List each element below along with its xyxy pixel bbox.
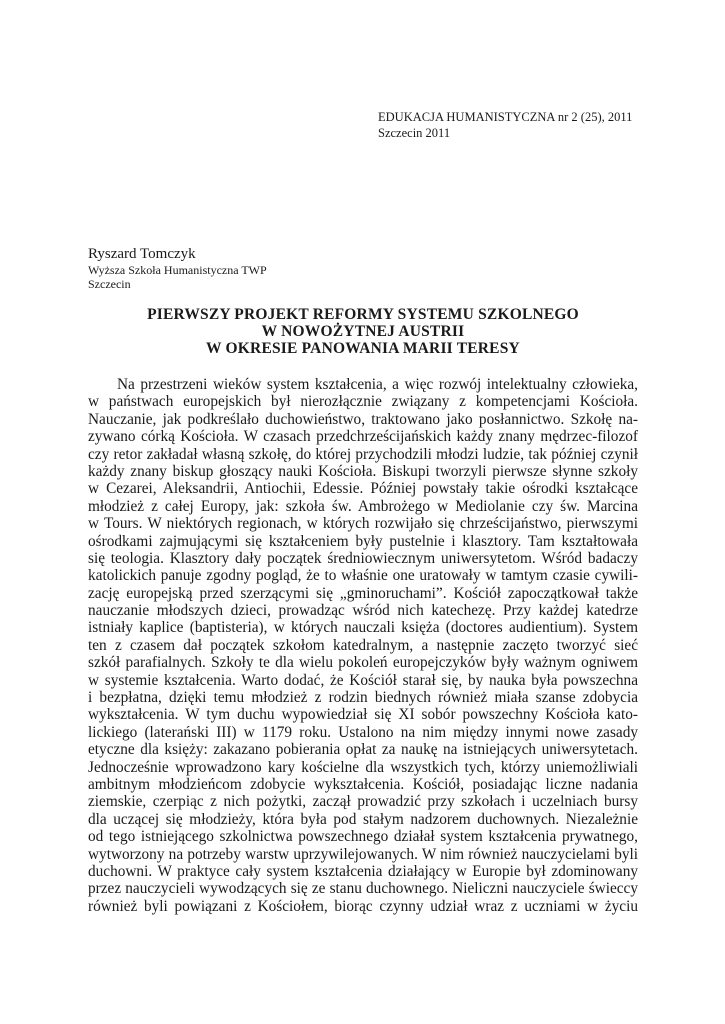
body-line: w Tours. W niektórych regionach, w których rozwijało się chrześcijaństwo, pierwszymi bbox=[88, 515, 638, 533]
body-line: w Cezarei, Aleksandrii, Antiochii, Edessie. Później powstały takie ośrodki kształcące bbox=[88, 480, 638, 498]
journal-place-year: Szczecin 2011 bbox=[378, 126, 451, 140]
body-line: wykształcenia. W tym duchu wypowiedział się XI sobór powszechny Kościoła kato- bbox=[88, 706, 638, 724]
body-line: w państwach europejskich był nierozłącznie związany z kompetencjami Kościoła. bbox=[88, 393, 638, 411]
body-line: młodzież z całej Europy, jak: szkoła św. Ambrożego w Mediolanie czy św. Marcina bbox=[88, 497, 638, 515]
body-line: ten z czasem dał początek szkołom katedralnym, a następnie zaczęto tworzyć sieć bbox=[88, 636, 638, 654]
journal-issue: EDUKACJA HUMANISTYCZNA nr 2 (25), 2011 bbox=[378, 110, 633, 124]
body-line: szkół parafialnych. Szkoły te dla wielu pokoleń europejczyków były ważnym ogniwem bbox=[88, 654, 638, 672]
body-line: od tego istniejącego szkolnictwa powszechnego działał system kształcenia prywatnego, bbox=[88, 828, 638, 846]
title-line: W NOWOŻYTNEJ AUSTRII bbox=[261, 323, 465, 340]
article-body bbox=[88, 376, 638, 915]
author-city: Szczecin bbox=[88, 277, 131, 291]
body-line: i bezpłatna, dzięki temu młodzież z rodzin biednych również miała szanse zdobycia bbox=[88, 689, 638, 707]
body-line: przez nauczycieli wywodzących się ze stanu duchownego. Nieliczni nauczyciele świeccy bbox=[88, 880, 638, 898]
author-institution: Wyższa Szkoła Humanistyczna TWP bbox=[88, 263, 267, 277]
body-line: etyczne dla księży: zakazano pobierania opłat za naukę na istniejących uniwersytetach. bbox=[88, 741, 638, 759]
body-line: dla uczącej się młodzieży, która była pod stałym nadzorem duchownych. Niezależnie bbox=[88, 810, 638, 828]
body-line: w systemie kształcenia. Warto dodać, że Kościół starał się, by nauka była powszechna bbox=[88, 671, 638, 689]
body-line: ośrodkami zajmującymi się kształceniem były pustelnie i klasztory. Tam kształtowała bbox=[88, 532, 638, 550]
body-line: ambitnym młodzieńcom zdobycie wykształcenia. Kościół, posiadając liczne nadania bbox=[88, 775, 638, 793]
body-line: każdy znany biskup głoszący nauki Kościoła. Biskupi tworzyli pierwsze słynne szkoły bbox=[88, 462, 638, 480]
body-line: wytworzony na potrzeby warstw uprzywilejowanych. W nim również nauczycielami byli bbox=[88, 845, 638, 863]
title-line: PIERWSZY PROJEKT REFORMY SYSTEMU SZKOLNEGO bbox=[147, 306, 579, 323]
body-line: Nauczanie, jak podkreślało duchowieństwo, traktowano jako posłannictwo. Szkołę na- bbox=[88, 410, 638, 428]
body-line: lickiego (laterański III) w 1179 roku. Ustalono na nim między innymi nowe zasady bbox=[88, 723, 638, 741]
body-line: zację europejską przed szerzącymi się „gminoruchami”. Kościół zapoczątkował także bbox=[88, 584, 638, 602]
author-name: Ryszard Tomczyk bbox=[88, 246, 196, 262]
body-line: nauczanie młodszych dzieci, prowadząc wśród nich katechezę. Przy każdej katedrze bbox=[88, 602, 638, 620]
body-line: się teologia. Klasztory dały początek średniowiecznym uniwersytetom. Wśród badaczy bbox=[88, 549, 638, 567]
body-line: Na przestrzeni wieków system kształcenia, a więc rozwój intelektualny człowieka, bbox=[117, 376, 638, 393]
title-line: W OKRESIE PANOWANIA MARII TERESY bbox=[206, 340, 520, 357]
body-line: zywano córką Kościoła. W czasach przedchrześcijańskich każdy znany mędrzec-filozof bbox=[88, 428, 638, 446]
body-line: ziemskie, czerpiąc z nich pożytki, zaczął prowadzić przy szkołach i uczelniach bursy bbox=[88, 793, 638, 811]
body-line: katolickich panuje zgodny pogląd, że to właśnie one uratowały w tamtym czasie cywili- bbox=[88, 567, 638, 585]
author-block bbox=[88, 245, 267, 291]
body-line: istniały kaplice (baptisteria), w których nauczali księża (doctores audientium). System bbox=[88, 619, 638, 637]
body-line: czy retor zakładał własną szkołę, do której przychodzili młodzi ludzie, tak później czynił bbox=[88, 445, 638, 463]
article-title bbox=[88, 306, 638, 357]
body-line: również byli powiązani z Kościołem, biorąc czynny udział wraz z uczniami w życiu bbox=[88, 897, 638, 915]
body-line: Jednocześnie wprowadzono kary kościelne dla wszystkich tych, którzy uniemożliwiali bbox=[88, 758, 638, 776]
body-line: duchowni. W praktyce cały system kształcenia działający w Europie był zdominowany bbox=[88, 862, 638, 880]
journal-header bbox=[378, 109, 632, 141]
